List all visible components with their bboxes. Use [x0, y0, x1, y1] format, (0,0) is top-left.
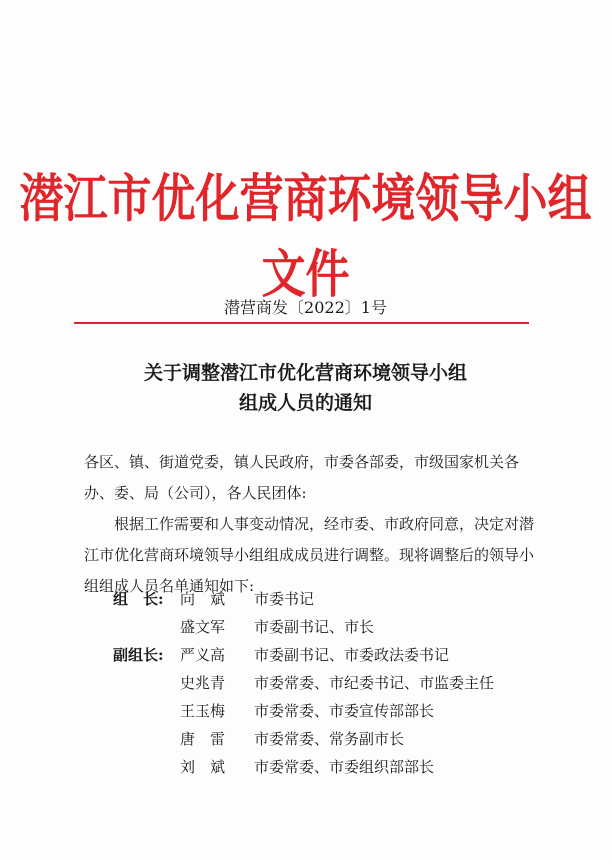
member-name: 刘 斌 — [180, 758, 226, 776]
member-post: 市委副书记、市长 — [254, 618, 375, 636]
notice-title-line-2: 组成人员的通知 — [238, 392, 372, 414]
member-post: 市委常委、市委宣传部部长 — [254, 702, 435, 720]
member-post: 市委常委、市委组织部部长 — [254, 758, 435, 776]
member-post: 市委常委、市纪委书记、市监委主任 — [254, 674, 495, 692]
member-name: 唐 雷 — [180, 730, 226, 748]
member-name: 盛文军 — [180, 618, 226, 636]
notice-title-line-1: 关于调整潜江市优化营商环境领导小组 — [143, 362, 467, 384]
member-name: 王玉梅 — [180, 702, 226, 720]
member-name: 向 斌 — [180, 590, 226, 608]
document-number: 潜营商发〔2022〕1号 — [224, 298, 387, 317]
red-divider-line — [74, 322, 529, 324]
document-header-title: 潜江市优化营商环境领导小组文件 — [19, 169, 592, 306]
intro-text: 根据工作需要和人事变动情况，经市委、市政府同意，决定对潜江市优化营商环境领导小组组成成员进行调整。现将调整后的领导小组组成人员名单通知如下: — [84, 515, 535, 595]
member-name: 严义高 — [180, 646, 226, 664]
member-role: 组 长: — [113, 590, 164, 608]
member-post: 市委副书记、市委政法委书记 — [254, 646, 450, 664]
recipients-paragraph: 各区、镇、街道党委，镇人民政府，市委各部委，市级国家机关各办、委、局（公司），各人民团体: — [84, 453, 520, 502]
member-post: 市委书记 — [254, 590, 315, 608]
member-name: 史兆青 — [180, 674, 226, 692]
member-role: 副组长: — [113, 646, 164, 664]
member-post: 市委常委、常务副市长 — [254, 730, 405, 748]
